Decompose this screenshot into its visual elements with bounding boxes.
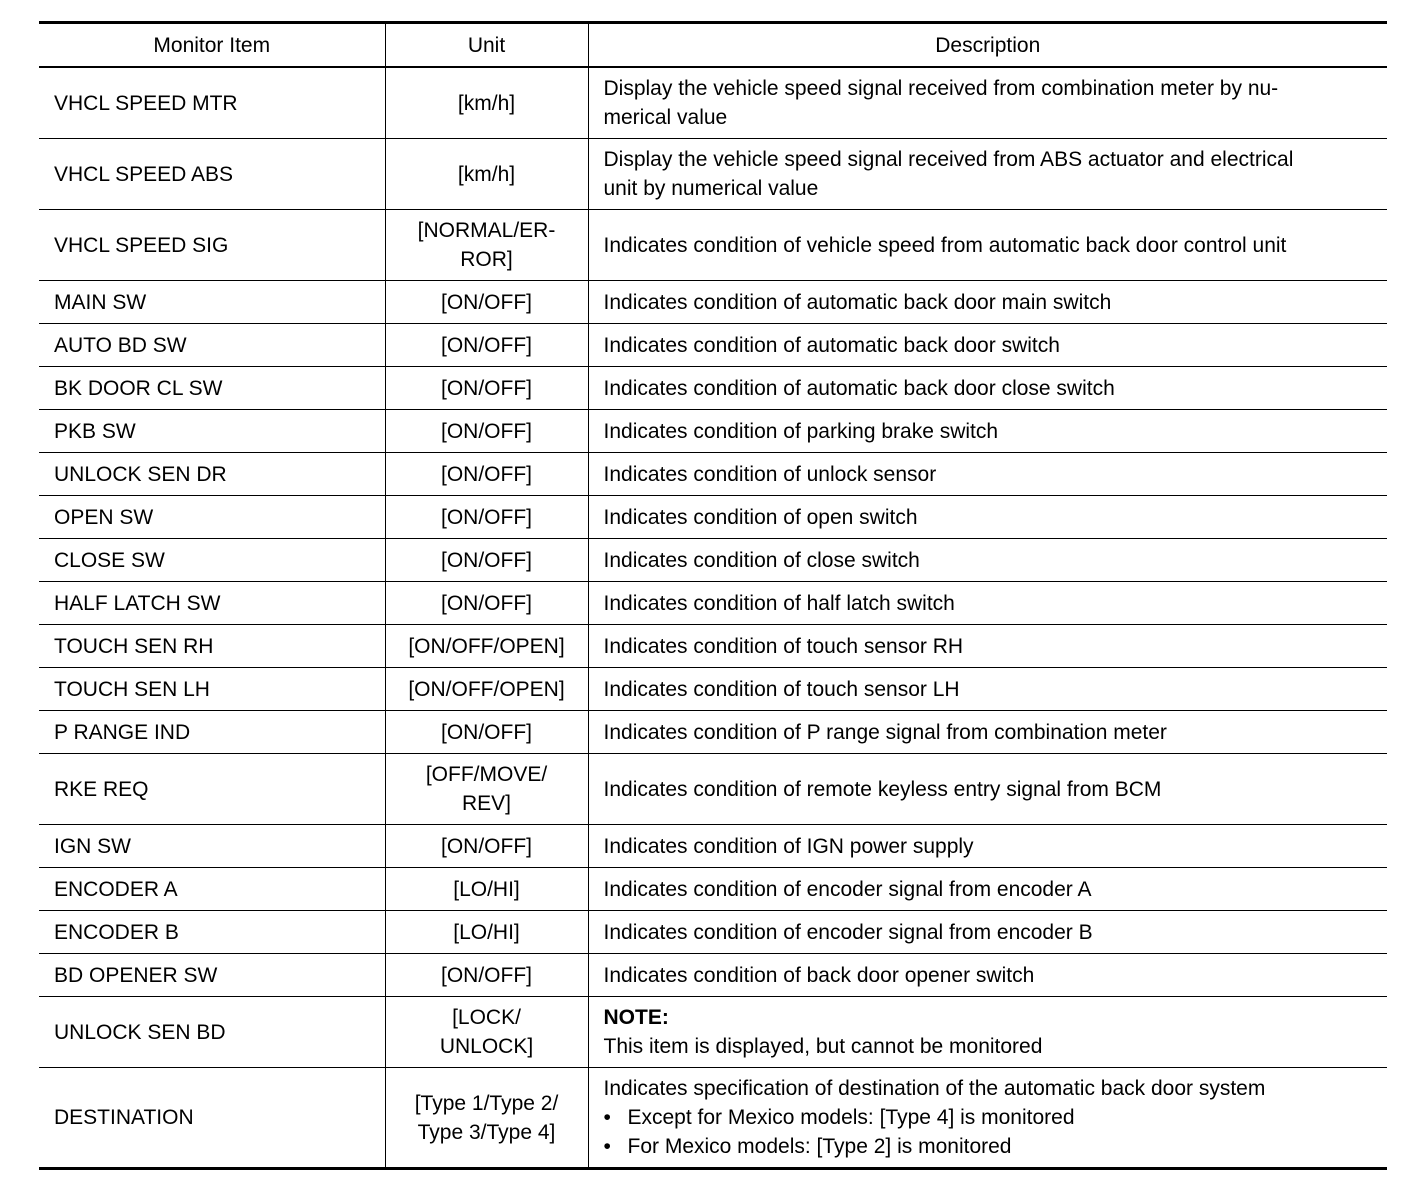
unit-line: REV] xyxy=(461,792,511,815)
unit-line: [km/h] xyxy=(457,91,516,115)
unit-line: [km/h] xyxy=(457,162,516,186)
monitor-item-cell: TOUCH SEN LH xyxy=(39,668,385,711)
table-row xyxy=(39,825,1387,868)
monitor-item-cell: DESTINATION xyxy=(39,1068,385,1169)
unit-cell xyxy=(385,410,588,453)
unit-line: [ON/OFF] xyxy=(441,720,532,744)
table-row xyxy=(39,711,1387,754)
description-cell xyxy=(588,210,1387,281)
table-row xyxy=(39,868,1387,911)
unit-line: [ON/OFF] xyxy=(441,462,532,486)
table-row xyxy=(39,453,1387,496)
note-label: NOTE: xyxy=(603,1006,669,1029)
description-line: Indicates condition of unlock sensor xyxy=(603,462,937,486)
unit-cell xyxy=(385,825,588,868)
monitor-item-cell: ENCODER B xyxy=(39,911,385,954)
monitor-item-cell: VHCL SPEED MTR xyxy=(39,67,385,139)
unit-cell xyxy=(385,754,588,825)
table-row xyxy=(39,911,1387,954)
monitor-item-cell: VHCL SPEED ABS xyxy=(39,139,385,210)
table-row xyxy=(39,496,1387,539)
unit-line: [ON/OFF] xyxy=(441,419,532,443)
description-cell xyxy=(588,825,1387,868)
description-line: Display the vehicle speed signal received from combination meter by nu- xyxy=(603,77,1279,100)
description-cell xyxy=(588,668,1387,711)
table-row xyxy=(39,954,1387,997)
unit-line: [Type 1/Type 2/ xyxy=(414,1091,559,1115)
unit-cell xyxy=(385,367,588,410)
description-line: This item is displayed, but cannot be monitored xyxy=(603,1035,1043,1058)
description-line: Indicates condition of touch sensor RH xyxy=(603,634,964,658)
description-cell xyxy=(588,324,1387,367)
monitor-item-cell: OPEN SW xyxy=(39,496,385,539)
unit-line: [ON/OFF] xyxy=(441,591,532,615)
unit-cell xyxy=(385,625,588,668)
table-row xyxy=(39,997,1387,1068)
description-cell xyxy=(588,868,1387,911)
bullet-item xyxy=(604,1103,1373,1132)
unit-cell xyxy=(385,582,588,625)
description-cell xyxy=(588,911,1387,954)
monitor-item-cell: BK DOOR CL SW xyxy=(39,367,385,410)
table-row xyxy=(39,754,1387,825)
unit-line: [ON/OFF] xyxy=(441,333,532,357)
unit-cell xyxy=(385,281,588,324)
description-line: Indicates condition of automatic back door switch xyxy=(603,333,1060,357)
unit-cell xyxy=(385,911,588,954)
unit-line: [ON/OFF] xyxy=(441,290,532,314)
bullet-text: For Mexico models: [Type 2] is monitored xyxy=(627,1135,1012,1158)
description-line: Indicates condition of remote keyless entry signal from BCM xyxy=(603,777,1162,801)
description-cell xyxy=(588,281,1387,324)
description-line: Indicates condition of encoder signal from encoder B xyxy=(603,920,1093,944)
unit-cell xyxy=(385,67,588,139)
description-cell xyxy=(588,582,1387,625)
monitor-item-cell: CLOSE SW xyxy=(39,539,385,582)
header-monitor-item: Monitor Item xyxy=(39,23,385,68)
description-cell xyxy=(588,367,1387,410)
monitor-item-cell: UNLOCK SEN BD xyxy=(39,997,385,1068)
unit-line: [ON/OFF] xyxy=(441,376,532,400)
monitor-item-cell: RKE REQ xyxy=(39,754,385,825)
table-row xyxy=(39,582,1387,625)
unit-cell xyxy=(385,868,588,911)
unit-line: [NORMAL/ER- xyxy=(417,219,556,242)
description-line: Indicates condition of half latch switch xyxy=(603,591,955,615)
description-cell xyxy=(588,754,1387,825)
description-line: Indicates condition of encoder signal from encoder A xyxy=(603,877,1092,901)
description-line: Indicates specification of destination of the automatic back door system xyxy=(603,1077,1266,1100)
monitor-item-cell: P RANGE IND xyxy=(39,711,385,754)
description-cell xyxy=(588,139,1387,210)
description-cell xyxy=(588,410,1387,453)
unit-line: [LOCK/ xyxy=(452,1006,521,1029)
table-row xyxy=(39,410,1387,453)
description-line: Indicates condition of P range signal from combination meter xyxy=(603,720,1167,744)
table-row xyxy=(39,367,1387,410)
unit-cell xyxy=(385,668,588,711)
monitor-item-cell: ENCODER A xyxy=(39,868,385,911)
header-row xyxy=(39,23,1387,68)
header-unit: Unit xyxy=(385,23,588,68)
monitor-item-cell: TOUCH SEN RH xyxy=(39,625,385,668)
unit-cell xyxy=(385,210,588,281)
unit-line: [ON/OFF] xyxy=(441,834,532,858)
description-cell xyxy=(588,453,1387,496)
unit-cell xyxy=(385,496,588,539)
description-cell xyxy=(588,711,1387,754)
unit-line: [OFF/MOVE/ xyxy=(425,763,548,786)
unit-cell xyxy=(385,324,588,367)
unit-line: [ON/OFF] xyxy=(441,548,532,572)
table-row xyxy=(39,324,1387,367)
description-line: Indicates condition of vehicle speed from automatic back door control unit xyxy=(603,233,1287,257)
table-row xyxy=(39,1068,1387,1169)
unit-line: Type 3/Type 4] xyxy=(417,1120,556,1144)
description-cell xyxy=(588,625,1387,668)
description-cell xyxy=(588,496,1387,539)
description-line: Indicates condition of IGN power supply xyxy=(603,834,974,858)
description-line: Indicates condition of back door opener switch xyxy=(603,963,1035,987)
unit-cell xyxy=(385,1068,588,1169)
description-line: Indicates condition of automatic back door main switch xyxy=(603,290,1112,314)
description-line: Indicates condition of open switch xyxy=(603,505,918,529)
unit-line: ROR] xyxy=(460,248,513,271)
unit-line: UNLOCK] xyxy=(439,1035,534,1058)
monitor-item-cell: BD OPENER SW xyxy=(39,954,385,997)
description-line: Indicates condition of touch sensor LH xyxy=(603,677,960,701)
bullet-text: Except for Mexico models: [Type 4] is monitored xyxy=(627,1106,1075,1129)
table-row xyxy=(39,281,1387,324)
monitor-item-cell: MAIN SW xyxy=(39,281,385,324)
monitor-item-table xyxy=(39,21,1387,1170)
description-line: unit by numerical value xyxy=(603,177,819,200)
table-row xyxy=(39,210,1387,281)
monitor-item-cell: IGN SW xyxy=(39,825,385,868)
description-line: Display the vehicle speed signal received from ABS actuator and electrical xyxy=(603,148,1294,171)
monitor-item-cell: AUTO BD SW xyxy=(39,324,385,367)
description-cell xyxy=(588,1068,1387,1169)
description-line: Indicates condition of parking brake switch xyxy=(603,419,999,443)
unit-cell xyxy=(385,453,588,496)
table-row xyxy=(39,139,1387,210)
unit-cell xyxy=(385,139,588,210)
bullet-item xyxy=(604,1132,1373,1161)
unit-line: [ON/OFF] xyxy=(441,505,532,529)
monitor-item-cell: PKB SW xyxy=(39,410,385,453)
description-line: Indicates condition of close switch xyxy=(603,548,920,572)
table-row xyxy=(39,67,1387,139)
description-cell xyxy=(588,997,1387,1068)
unit-cell xyxy=(385,539,588,582)
monitor-item-cell: VHCL SPEED SIG xyxy=(39,210,385,281)
table-row xyxy=(39,625,1387,668)
description-line: Indicates condition of automatic back door close switch xyxy=(603,376,1115,400)
unit-line: [ON/OFF] xyxy=(441,963,532,987)
unit-line: [LO/HI] xyxy=(453,920,520,944)
unit-cell xyxy=(385,997,588,1068)
unit-line: [LO/HI] xyxy=(453,877,520,901)
description-line: merical value xyxy=(603,106,728,129)
monitor-item-cell: UNLOCK SEN DR xyxy=(39,453,385,496)
table-row xyxy=(39,539,1387,582)
description-cell xyxy=(588,954,1387,997)
bullet-icon: • xyxy=(603,1135,611,1158)
unit-line: [ON/OFF/OPEN] xyxy=(408,677,565,701)
unit-cell xyxy=(385,711,588,754)
unit-line: [ON/OFF/OPEN] xyxy=(408,634,565,658)
unit-cell xyxy=(385,954,588,997)
bullet-icon: • xyxy=(603,1106,611,1129)
description-cell xyxy=(588,539,1387,582)
monitor-item-cell: HALF LATCH SW xyxy=(39,582,385,625)
table-row xyxy=(39,668,1387,711)
header-description: Description xyxy=(588,23,1387,68)
description-cell xyxy=(588,67,1387,139)
